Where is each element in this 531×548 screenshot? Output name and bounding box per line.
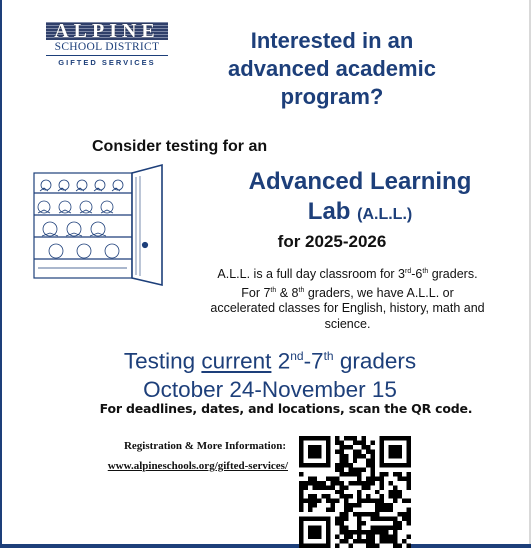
classroom-door-illustration-icon <box>32 163 167 288</box>
desc-text: -6 <box>411 267 423 282</box>
testing-text: -7 <box>303 348 324 374</box>
bottom-border <box>0 544 531 548</box>
testing-sup: nd <box>290 349 304 363</box>
desc-sup: th <box>270 286 277 294</box>
desc-text: graders, we have A.L.L. or <box>304 285 454 300</box>
desc-text: & 8 <box>276 285 299 300</box>
logo-name: ALPINE <box>46 22 168 40</box>
testing-info <box>60 342 480 404</box>
desc-text: A.L.L. is a full day classroom for 3 <box>217 267 406 282</box>
registration-label: Registration & More Information: <box>123 440 286 452</box>
program-abbreviation: (A.L.L.) <box>357 206 413 223</box>
testing-text: graders <box>333 348 417 374</box>
headline-line-1: Interested in an <box>250 28 414 53</box>
desc-sup: th <box>298 286 305 294</box>
description-line-2 <box>180 283 515 302</box>
left-border <box>0 0 2 548</box>
program-name-line-2 <box>210 197 510 230</box>
logo-tagline: GIFTED SERVICES <box>58 58 156 67</box>
testing-grades <box>60 342 480 376</box>
desc-sup: rd <box>405 268 412 275</box>
description-line-4: science. <box>324 316 371 331</box>
program-year: for 2025-2026 <box>277 232 387 251</box>
description-line-3: accelerated classes for English, history, math and <box>210 301 485 316</box>
program-name <box>210 167 510 230</box>
deadlines-note: For deadlines, dates, and locations, scan the QR code. <box>99 401 473 416</box>
program-name-lab: Lab <box>307 198 351 225</box>
desc-text: For 7 <box>241 285 271 300</box>
logo-subtitle: SCHOOL DISTRICT <box>54 41 160 53</box>
description-line-1 <box>180 264 515 283</box>
testing-text: Testing <box>123 348 202 374</box>
headline <box>182 27 482 111</box>
registration-link[interactable]: www.alpineschools.org/gifted-services/ <box>107 460 288 472</box>
headline-line-3: program? <box>280 84 384 109</box>
testing-text: 2 <box>271 348 291 374</box>
desc-sup: th <box>422 268 429 275</box>
logo-divider <box>46 55 168 56</box>
program-description <box>180 264 515 332</box>
testing-current: current <box>201 348 272 374</box>
alpine-logo <box>46 22 168 68</box>
testing-sup: th <box>323 349 334 363</box>
consider-heading: Consider testing for an <box>92 138 268 155</box>
qr-code-icon[interactable] <box>299 436 411 548</box>
headline-line-2: advanced academic <box>228 56 436 81</box>
testing-dates: October 24-November 15 <box>143 376 397 402</box>
program-name-line-1: Advanced Learning <box>248 168 472 195</box>
desc-text: graders. <box>428 267 478 282</box>
